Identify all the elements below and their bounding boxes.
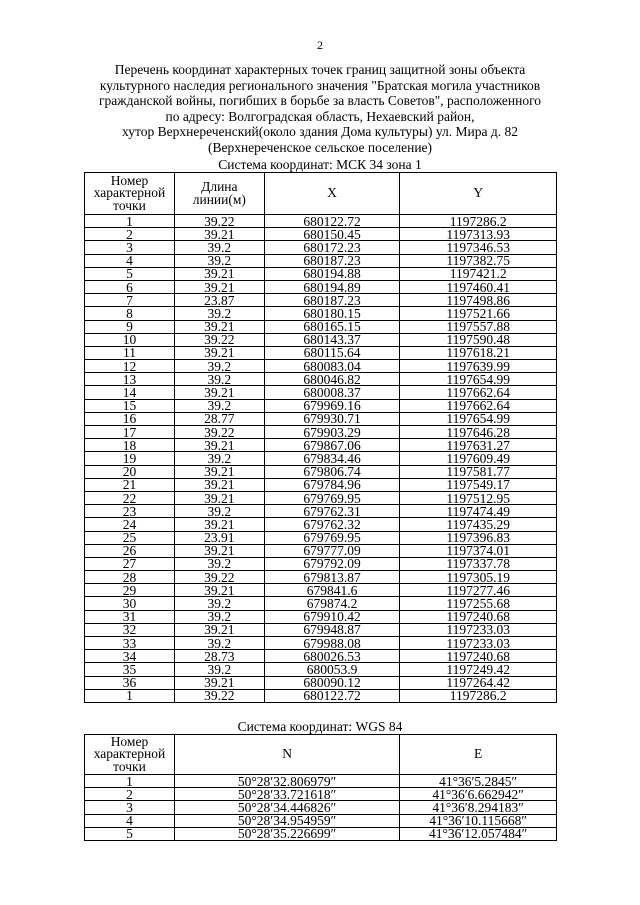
table-cell: 1197581.77 <box>400 465 557 478</box>
coordinates-table-wgs84 <box>84 734 557 841</box>
table-cell: 1197337.78 <box>400 557 557 570</box>
table-cell: 680053.9 <box>264 663 400 676</box>
table-cell: 10 <box>85 333 175 346</box>
title-line: по адресу: Волгоградская область, Нехаевский район, <box>165 108 475 124</box>
table-row <box>85 280 557 293</box>
table-cell: 50°28′34.954959″ <box>174 814 399 827</box>
table-cell: 39.22 <box>174 426 264 439</box>
table-row <box>85 505 557 518</box>
title-line: хутор Верхнереченский(около здания Дома культуры) ул. Мира д. 82 <box>122 124 518 139</box>
table-cell: 680026.53 <box>264 650 400 663</box>
table-row <box>85 360 557 373</box>
table-row <box>85 676 557 689</box>
table-row <box>85 584 557 597</box>
table-cell: 39.21 <box>174 676 264 689</box>
table-cell: 50°28′35.226699″ <box>174 827 399 840</box>
table-row <box>85 544 557 557</box>
table-cell: 3 <box>85 801 175 814</box>
table-cell: 14 <box>85 386 175 399</box>
table-cell: 39.2 <box>174 637 264 650</box>
table-cell: 680115.64 <box>264 346 400 359</box>
table-row <box>85 663 557 676</box>
table-cell: 1197233.03 <box>400 637 557 650</box>
table-cell: 39.21 <box>174 280 264 293</box>
table-row <box>85 689 557 702</box>
table-cell: 1197286.2 <box>400 689 557 702</box>
table-row <box>85 814 557 827</box>
table-cell: 11 <box>85 346 175 359</box>
table-cell: 1197618.21 <box>400 346 557 359</box>
table-cell: 31 <box>85 610 175 623</box>
table-cell: 3 <box>85 241 175 254</box>
table-cell: 679903.29 <box>264 426 400 439</box>
table-cell: 1197654.99 <box>400 412 557 425</box>
table-row <box>85 399 557 412</box>
table-cell: 2 <box>85 228 175 241</box>
table-cell: 20 <box>85 465 175 478</box>
header-e: E <box>400 735 557 775</box>
coordinates-table-msk34 <box>84 172 557 703</box>
table-cell: 39.2 <box>174 597 264 610</box>
table-cell: 1197654.99 <box>400 373 557 386</box>
table-cell: 39.21 <box>174 518 264 531</box>
header-point-number: Номер характерной точки <box>85 735 175 775</box>
table-cell: 39.21 <box>174 465 264 478</box>
table2-caption: Система координат: WGS 84 <box>237 719 403 734</box>
table-cell: 679874.2 <box>264 597 400 610</box>
table-cell: 39.22 <box>174 571 264 584</box>
table-cell: 39.21 <box>174 346 264 359</box>
table-row <box>85 333 557 346</box>
table-cell: 4 <box>85 254 175 267</box>
table-cell: 39.21 <box>174 478 264 491</box>
table-cell: 41°36′6.662942″ <box>400 788 557 801</box>
table-cell: 679813.87 <box>264 571 400 584</box>
table-cell: 1197249.42 <box>400 663 557 676</box>
table-cell: 680172.23 <box>264 241 400 254</box>
table-row <box>85 531 557 544</box>
table-cell: 1197233.03 <box>400 623 557 636</box>
table-cell: 39.2 <box>174 610 264 623</box>
table-row <box>85 228 557 241</box>
table-cell: 39.21 <box>174 320 264 333</box>
table-cell: 41°36′8.294183″ <box>400 801 557 814</box>
table-cell: 35 <box>85 663 175 676</box>
table-cell: 1197460.41 <box>400 280 557 293</box>
table-row <box>85 452 557 465</box>
table-cell: 32 <box>85 623 175 636</box>
table-cell: 39.2 <box>174 452 264 465</box>
table-row <box>85 439 557 452</box>
table-cell: 39.21 <box>174 584 264 597</box>
table-cell: 50°28′32.806979″ <box>174 775 399 788</box>
table-row <box>85 623 557 636</box>
table-cell: 13 <box>85 373 175 386</box>
table-cell: 1197639.99 <box>400 360 557 373</box>
table-row <box>85 518 557 531</box>
table-cell: 18 <box>85 439 175 452</box>
table-cell: 28.73 <box>174 650 264 663</box>
table-cell: 1197590.48 <box>400 333 557 346</box>
table-cell: 680180.15 <box>264 307 400 320</box>
table-cell: 1197240.68 <box>400 650 557 663</box>
table-cell: 1197609.49 <box>400 452 557 465</box>
document-title <box>90 62 550 155</box>
table-row <box>85 557 557 570</box>
table-cell: 39.2 <box>174 241 264 254</box>
table-cell: 8 <box>85 307 175 320</box>
table-cell: 1197382.75 <box>400 254 557 267</box>
header-y: Y <box>400 173 557 215</box>
table-row <box>85 775 557 788</box>
title-line: культурного наследия регионального значения "Братская могила участников <box>99 77 541 93</box>
table-cell: 1197646.28 <box>400 426 557 439</box>
table-cell: 1197305.19 <box>400 571 557 584</box>
table-row <box>85 241 557 254</box>
table-cell: 680143.37 <box>264 333 400 346</box>
table-cell: 1197286.2 <box>400 215 557 228</box>
table-cell: 680046.82 <box>264 373 400 386</box>
table-cell: 29 <box>85 584 175 597</box>
table-cell: 1197240.68 <box>400 610 557 623</box>
table-cell: 50°28′33.721618″ <box>174 788 399 801</box>
table-cell: 1 <box>85 215 175 228</box>
table-row <box>85 373 557 386</box>
header-n: N <box>174 735 399 775</box>
table-cell: 30 <box>85 597 175 610</box>
table-row <box>85 650 557 663</box>
table-cell: 1197512.95 <box>400 491 557 504</box>
table-cell: 34 <box>85 650 175 663</box>
table-cell: 1197277.46 <box>400 584 557 597</box>
table-row <box>85 386 557 399</box>
table-cell: 39.21 <box>174 228 264 241</box>
table-cell: 1197435.29 <box>400 518 557 531</box>
header-point-number: Номер характерной точки <box>85 173 175 215</box>
table-cell: 26 <box>85 544 175 557</box>
table-cell: 39.22 <box>174 215 264 228</box>
table-row <box>85 491 557 504</box>
table1-body <box>85 215 557 703</box>
table-cell: 679910.42 <box>264 610 400 623</box>
table-row <box>85 346 557 359</box>
table-cell: 39.21 <box>174 544 264 557</box>
table-cell: 679762.32 <box>264 518 400 531</box>
table-row <box>85 320 557 333</box>
table-cell: 1197662.64 <box>400 399 557 412</box>
table-cell: 23 <box>85 505 175 518</box>
table-cell: 25 <box>85 531 175 544</box>
table-cell: 41°36′12.057484″ <box>400 827 557 840</box>
table-cell: 680187.23 <box>264 294 400 307</box>
table-cell: 1197498.86 <box>400 294 557 307</box>
table-cell: 12 <box>85 360 175 373</box>
table-row <box>85 827 557 840</box>
table-cell: 680150.45 <box>264 228 400 241</box>
table-cell: 679777.09 <box>264 544 400 557</box>
table-row <box>85 215 557 228</box>
table-cell: 1197662.64 <box>400 386 557 399</box>
table-cell: 15 <box>85 399 175 412</box>
table-cell: 23.91 <box>174 531 264 544</box>
table-cell: 680122.72 <box>264 215 400 228</box>
table-row <box>85 610 557 623</box>
table-cell: 680090.12 <box>264 676 400 689</box>
table-cell: 679841.6 <box>264 584 400 597</box>
table-cell: 679769.95 <box>264 491 400 504</box>
table-cell: 22 <box>85 491 175 504</box>
table-cell: 679988.08 <box>264 637 400 650</box>
table-row <box>85 294 557 307</box>
table-cell: 39.2 <box>174 307 264 320</box>
table-cell: 680165.15 <box>264 320 400 333</box>
table-cell: 1197396.83 <box>400 531 557 544</box>
table-cell: 39.2 <box>174 360 264 373</box>
table-row <box>85 307 557 320</box>
table-cell: 1197549.17 <box>400 478 557 491</box>
table-cell: 16 <box>85 412 175 425</box>
table-cell: 17 <box>85 426 175 439</box>
table-cell: 679784.96 <box>264 478 400 491</box>
table-row <box>85 571 557 584</box>
table-cell: 680194.89 <box>264 280 400 293</box>
table-cell: 679948.87 <box>264 623 400 636</box>
title-line: гражданской войны, погибших в борьбе за власть Советов", расположенного <box>98 93 542 108</box>
table-cell: 5 <box>85 827 175 840</box>
table-cell: 9 <box>85 320 175 333</box>
table-cell: 680083.04 <box>264 360 400 373</box>
table-cell: 1 <box>85 689 175 702</box>
title-line: Перечень координат характерных точек границ защитной зоны объекта <box>114 62 526 77</box>
table-cell: 1197255.68 <box>400 597 557 610</box>
table-cell: 1197264.42 <box>400 676 557 689</box>
table1-caption: Система координат: МСК 34 зона 1 <box>218 157 422 172</box>
table-row <box>85 254 557 267</box>
table-cell: 39.22 <box>174 689 264 702</box>
table-cell: 39.2 <box>174 505 264 518</box>
table-cell: 36 <box>85 676 175 689</box>
table-cell: 24 <box>85 518 175 531</box>
table-cell: 41°36′10.115668″ <box>400 814 557 827</box>
table-cell: 679867.06 <box>264 439 400 452</box>
table-cell: 7 <box>85 294 175 307</box>
table-cell: 2 <box>85 788 175 801</box>
table-cell: 679806.74 <box>264 465 400 478</box>
table-cell: 1197421.2 <box>400 267 557 280</box>
table-cell: 5 <box>85 267 175 280</box>
table-cell: 1197346.53 <box>400 241 557 254</box>
table-cell: 21 <box>85 478 175 491</box>
table-cell: 6 <box>85 280 175 293</box>
table-row <box>85 426 557 439</box>
table-cell: 1197474.49 <box>400 505 557 518</box>
table-cell: 28.77 <box>174 412 264 425</box>
table-cell: 39.2 <box>174 254 264 267</box>
title-line: (Верхнереченское сельское поселение) <box>207 139 433 155</box>
table-cell: 679834.46 <box>264 452 400 465</box>
table-row <box>85 478 557 491</box>
table-cell: 39.22 <box>174 333 264 346</box>
table-cell: 1197313.93 <box>400 228 557 241</box>
table-row <box>85 637 557 650</box>
table-cell: 1 <box>85 775 175 788</box>
table-cell: 1197631.27 <box>400 439 557 452</box>
table-cell: 39.21 <box>174 439 264 452</box>
table-cell: 679969.16 <box>264 399 400 412</box>
table-cell: 39.2 <box>174 557 264 570</box>
table-cell: 39.21 <box>174 267 264 280</box>
table-cell: 39.21 <box>174 491 264 504</box>
table-cell: 19 <box>85 452 175 465</box>
table-cell: 679792.09 <box>264 557 400 570</box>
table-row <box>85 597 557 610</box>
header-line-length: Длина линии(м) <box>174 173 264 215</box>
table-cell: 680194.88 <box>264 267 400 280</box>
table-row <box>85 412 557 425</box>
table-cell: 1197557.88 <box>400 320 557 333</box>
header-x: X <box>264 173 400 215</box>
table-cell: 1197521.66 <box>400 307 557 320</box>
table-cell: 28 <box>85 571 175 584</box>
table-cell: 39.21 <box>174 623 264 636</box>
table-row <box>85 788 557 801</box>
table-cell: 679930.71 <box>264 412 400 425</box>
table-cell: 1197374.01 <box>400 544 557 557</box>
table-cell: 39.21 <box>174 386 264 399</box>
table-cell: 679762.31 <box>264 505 400 518</box>
table-cell: 4 <box>85 814 175 827</box>
table-cell: 27 <box>85 557 175 570</box>
table2-body <box>85 775 557 841</box>
table-cell: 680008.37 <box>264 386 400 399</box>
table-row <box>85 465 557 478</box>
table-cell: 41°36′5.2845″ <box>400 775 557 788</box>
table-cell: 680122.72 <box>264 689 400 702</box>
table-cell: 39.2 <box>174 399 264 412</box>
table-cell: 39.2 <box>174 373 264 386</box>
table-cell: 23.87 <box>174 294 264 307</box>
table-cell: 680187.23 <box>264 254 400 267</box>
table-cell: 50°28′34.446826″ <box>174 801 399 814</box>
table-row <box>85 267 557 280</box>
table-cell: 39.2 <box>174 663 264 676</box>
page-number: 2 <box>317 38 323 52</box>
table-row <box>85 801 557 814</box>
table-cell: 33 <box>85 637 175 650</box>
table-cell: 679769.95 <box>264 531 400 544</box>
